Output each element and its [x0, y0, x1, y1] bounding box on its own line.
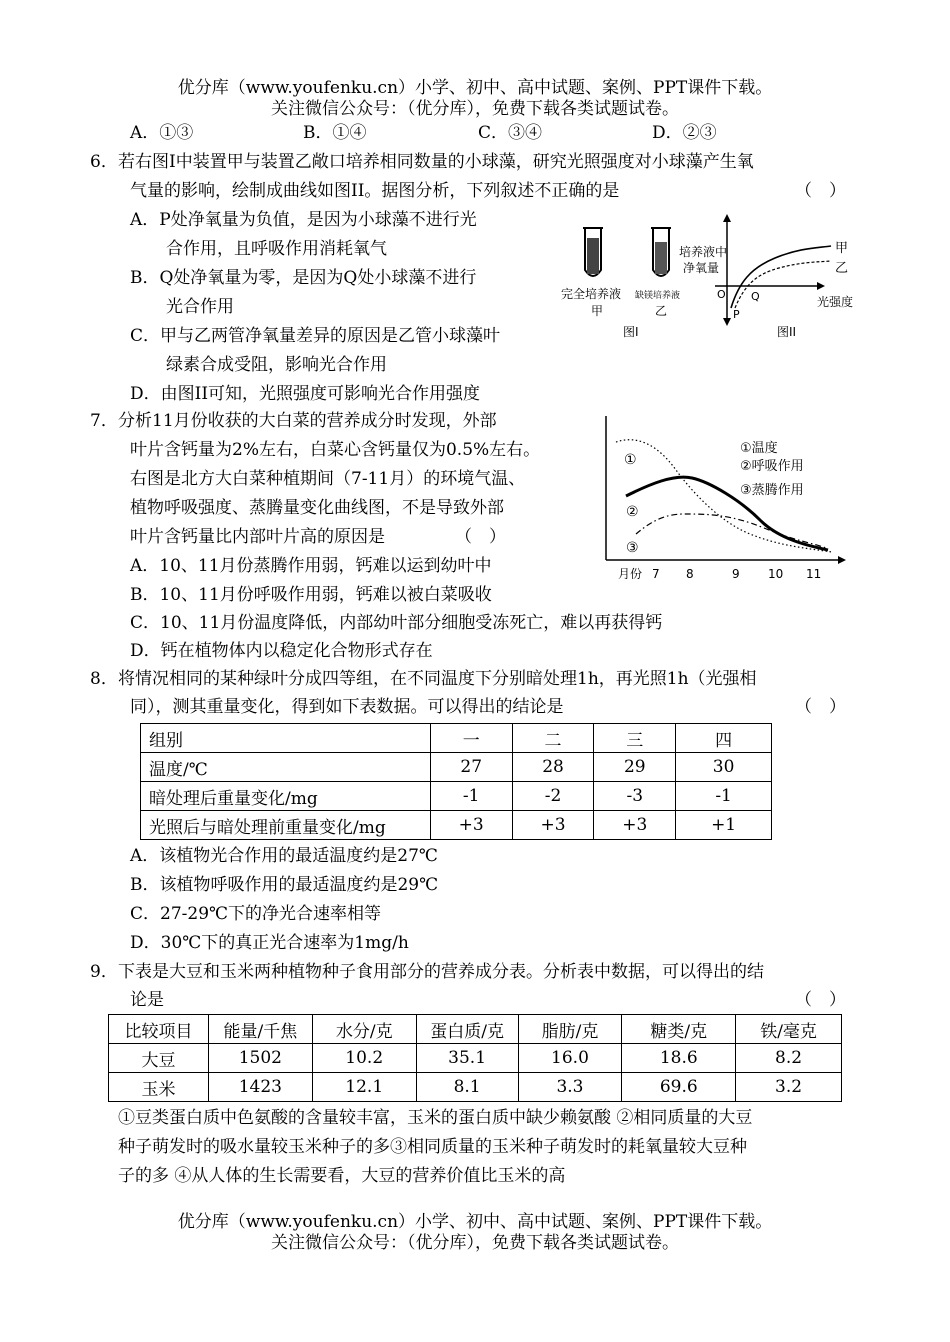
- q6-option-d: D．由图II可知，光照强度可影响光合作用强度: [130, 384, 481, 404]
- table-row: [109, 1015, 842, 1044]
- q8-option-c: C．27-29℃下的净光合速率相等: [130, 904, 382, 924]
- x-tick-7: 7: [652, 567, 660, 581]
- table-cell: 蛋白质/克: [416, 1015, 518, 1044]
- q8-answer-bracket: （ ）: [795, 697, 846, 717]
- table-cell: +3: [594, 811, 676, 840]
- table-cell: 3.2: [736, 1073, 842, 1102]
- table-cell: 大豆: [109, 1044, 209, 1073]
- table-cell: 玉米: [109, 1073, 209, 1102]
- x-tick-10: 10: [768, 567, 784, 581]
- table-cell: 温度/℃: [141, 753, 431, 782]
- x-tick-11: 11: [806, 567, 822, 581]
- table-cell: 光照后与暗处理前重量变化/mg: [141, 811, 431, 840]
- table-cell: 糖类/克: [622, 1015, 736, 1044]
- q6-option-b-1: B．Q处净氧量为零，是因为Q处小球藻不进行: [130, 268, 477, 288]
- table-cell: -3: [594, 782, 676, 811]
- table-cell: +3: [512, 811, 594, 840]
- tube1-name: 甲: [591, 304, 604, 318]
- table-cell: 铁/毫克: [736, 1015, 842, 1044]
- q9-stem-2: 论是: [130, 990, 164, 1010]
- tube-jia: [583, 228, 603, 276]
- table-row: [141, 724, 772, 753]
- y-axis-arrow-up: [723, 214, 731, 222]
- table-row: [141, 811, 772, 840]
- q9-stem-1: 下表是大豆和玉米两种植物种子食用部分的营养成分表。分析表中数据，可以得出的结: [118, 962, 764, 982]
- graph-ylabel-2: 净氧量: [683, 261, 720, 275]
- table-cell: 8.1: [416, 1073, 518, 1102]
- tube2-label: 缺镁培养液: [635, 291, 681, 301]
- graph-xlabel: 光强度: [817, 295, 854, 309]
- mark-3: ③: [626, 540, 639, 556]
- legend-3: ③蒸腾作用: [740, 483, 804, 498]
- q7-option-a: A．10、11月份蒸腾作用弱，钙难以运到幼叶中: [130, 556, 492, 576]
- table-cell: 二: [512, 724, 594, 753]
- q8-stem-1: 将情况相同的某种绿叶分成四等组，在不同温度下分别暗处理1h，再光照1h（光强相: [118, 669, 757, 689]
- table-cell: 30: [676, 753, 772, 782]
- tube1-label: 完全培养液: [561, 287, 622, 301]
- q8-option-b: B．该植物呼吸作用的最适温度约是29℃: [130, 875, 439, 895]
- q7-line-3: 右图是北方大白菜种植期间（7-11月）的环境气温、: [130, 469, 526, 489]
- q9-statement-2: 种子萌发时的吸水量较玉米种子的多③相同质量的玉米种子萌发时的耗氧量较大豆种: [118, 1137, 747, 1157]
- q8-stem-2: 同），测其重量变化，得到如下表数据。可以得出的结论是: [130, 697, 564, 717]
- table-cell: -1: [676, 782, 772, 811]
- table-cell: 35.1: [416, 1044, 518, 1073]
- table-cell: 暗处理后重量变化/mg: [141, 782, 431, 811]
- q9-number: 9．: [90, 962, 118, 982]
- table-cell: 18.6: [622, 1044, 736, 1073]
- q7-figure: [600, 412, 850, 582]
- q8-number: 8．: [90, 669, 118, 689]
- q9-table: [108, 1014, 842, 1102]
- q7-line-2: 叶片含钙量为2%左右，白菜心含钙量仅为0.5%左右。: [130, 440, 541, 460]
- q6-option-a-2: 合作用，且呼吸作用消耗氧气: [166, 239, 387, 259]
- table-cell: 29: [594, 753, 676, 782]
- mark-1: ①: [624, 452, 637, 468]
- q7-option-b: B．10、11月份呼吸作用弱，钙难以被白菜吸收: [130, 585, 492, 605]
- table-cell: 脂肪/克: [518, 1015, 622, 1044]
- table-cell: +3: [430, 811, 512, 840]
- q6-option-c-2: 绿素合成受阻，影响光合作用: [166, 355, 387, 375]
- graph-ylabel-1: 培养液中: [679, 245, 728, 259]
- table-cell: -2: [512, 782, 594, 811]
- footer-line-1: 优分库（www.youfenku.cn）小学、初中、高中试题、案例、PPT课件下载。: [177, 1212, 773, 1232]
- table-cell: 1502: [208, 1044, 312, 1073]
- table-cell: 四: [676, 724, 772, 753]
- q7-number: 7．: [90, 411, 118, 431]
- q7-line-5: 叶片含钙量比内部叶片高的原因是: [130, 527, 385, 547]
- x-axis-label: 月份: [618, 567, 643, 581]
- q7-option-c: C．10、11月份温度降低，内部幼叶部分细胞受冻死亡，难以再获得钙: [130, 613, 663, 633]
- table-cell: 16.0: [518, 1044, 622, 1073]
- table-row: [109, 1044, 842, 1073]
- tube2-name: 乙: [655, 304, 668, 318]
- q8-option-a: A．该植物光合作用的最适温度约是27℃: [130, 846, 438, 866]
- curve-label-jia: 甲: [835, 241, 849, 256]
- mark-2: ②: [626, 504, 639, 520]
- table-row: [141, 753, 772, 782]
- q8-option-d: D．30℃下的真正光合速率为1mg/h: [130, 933, 409, 953]
- figure-caption-1: 图I: [623, 325, 639, 339]
- table-cell: 能量/千焦: [208, 1015, 312, 1044]
- point-q-label: Q: [751, 290, 760, 303]
- y-axis-arrow-down: [723, 318, 731, 326]
- q5-option-a: A．①③: [130, 123, 194, 143]
- q9-statement-3: 子的多 ④从人体的生长需要看，大豆的营养价值比玉米的高: [118, 1166, 566, 1186]
- x-tick-9: 9: [732, 567, 740, 581]
- table-cell: 一: [430, 724, 512, 753]
- q9-answer-bracket: （ ）: [795, 990, 846, 1010]
- q7-option-d: D．钙在植物体内以稳定化合物形式存在: [130, 641, 433, 661]
- tube-yi: [651, 228, 671, 276]
- table-cell: 8.2: [736, 1044, 842, 1073]
- q6-answer-bracket: （ ）: [795, 181, 846, 201]
- table-cell: 10.2: [312, 1044, 416, 1073]
- point-p-label: P: [733, 308, 740, 321]
- x-tick-8: 8: [686, 567, 694, 581]
- footer-line-2: 关注微信公众号：（优分库），免费下载各类试题试卷。: [271, 1233, 679, 1253]
- origin-label: O: [717, 288, 726, 301]
- table-cell: 28: [512, 753, 594, 782]
- table-cell: 12.1: [312, 1073, 416, 1102]
- q5-option-d: D．②③: [652, 123, 717, 143]
- table-row: [141, 782, 772, 811]
- q6-figure: [555, 212, 865, 342]
- figure-caption-2: 图II: [777, 325, 797, 339]
- table-cell: 1423: [208, 1073, 312, 1102]
- table-cell: 比较项目: [109, 1015, 209, 1044]
- q9-statement-1: ①豆类蛋白质中色氨酸的含量较丰富，玉米的蛋白质中缺少赖氨酸 ②相同质量的大豆: [118, 1108, 753, 1128]
- table-cell: 水分/克: [312, 1015, 416, 1044]
- table-cell: 27: [430, 753, 512, 782]
- header-line-1: 优分库（www.youfenku.cn）小学、初中、高中试题、案例、PPT课件下载。: [177, 78, 773, 98]
- q5-option-c: C．③④: [478, 123, 543, 143]
- legend-1: ①温度: [740, 441, 778, 456]
- q7-line-4: 植物呼吸强度、蒸腾量变化曲线图，不是导致外部: [130, 498, 504, 518]
- q8-table: [140, 723, 772, 840]
- q6-option-b-2: 光合作用: [166, 297, 234, 317]
- q6-option-c-1: C．甲与乙两管净氧量差异的原因是乙管小球藻叶: [130, 326, 501, 346]
- table-cell: 69.6: [622, 1073, 736, 1102]
- q6-stem-2: 气量的影响，绘制成曲线如图II。据图分析，下列叙述不正确的是: [130, 181, 620, 201]
- table-cell: 组别: [141, 724, 431, 753]
- table-cell: 三: [594, 724, 676, 753]
- q6-number: 6．: [90, 152, 118, 172]
- curve-label-yi: 乙: [835, 261, 849, 276]
- q7-line-1: 分析11月份收获的大白菜的营养成分时发现，外部: [118, 411, 497, 431]
- q6-option-a-1: A．P处净氧量为负值，是因为小球藻不进行光: [130, 210, 477, 230]
- header-line-2: 关注微信公众号：（优分库），免费下载各类试题试卷。: [271, 99, 679, 119]
- x-axis-arrow: [817, 282, 825, 290]
- q5-option-b: B．①④: [303, 123, 367, 143]
- q6-stem-1: 若右图I中装置甲与装置乙敞口培养相同数量的小球藻，研究光照强度对小球藻产生氧: [118, 152, 754, 172]
- legend-2: ②呼吸作用: [740, 459, 804, 474]
- table-cell: -1: [430, 782, 512, 811]
- table-row: [109, 1073, 842, 1102]
- q7-answer-bracket: （ ）: [455, 527, 506, 547]
- x-axis-arrow: [838, 556, 846, 564]
- curve-jia: [731, 246, 831, 308]
- table-cell: 3.3: [518, 1073, 622, 1102]
- table-cell: +1: [676, 811, 772, 840]
